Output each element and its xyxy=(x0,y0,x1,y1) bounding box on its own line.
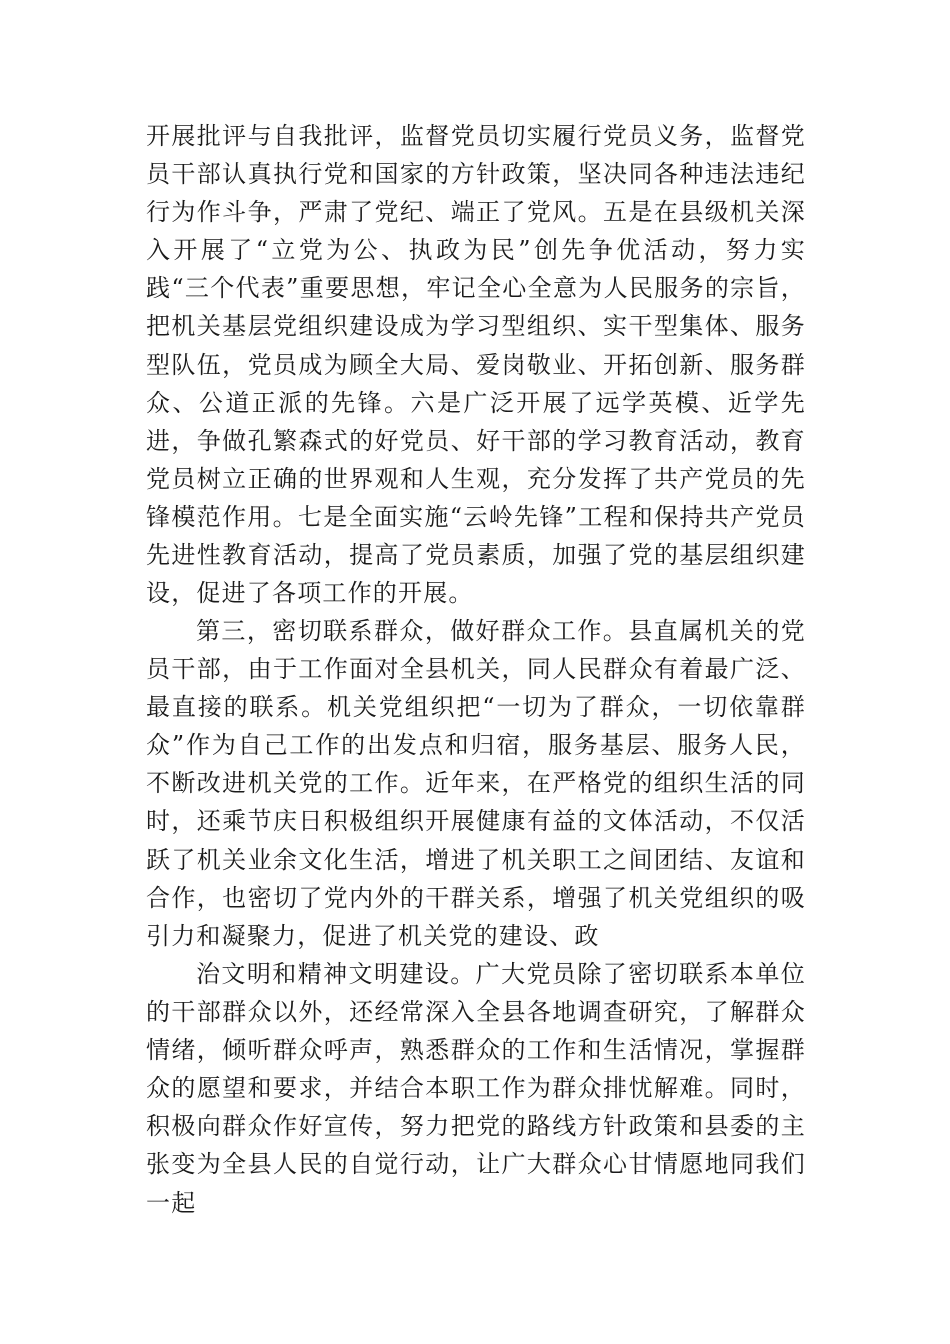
body-paragraph: 第三，密切联系群众，做好群众工作。县直属机关的党员干部，由于工作面对全县机关，同人民群众有着最广泛、最直接的联系。机关党组织把“一切为了群众，一切依靠群众”作为自己工作的出发点和归宿，服务基层、服务人民，不断改进机关党的工作。近年来，在严格党的组织生活的同时，还乘节庆日积极组织开展健康有益的文体活动，不仅活跃了机关业余文化生活，增进了机关职工之间团结、友谊和合作，也密切了党内外的干群关系，增强了机关党组织的吸引力和凝聚力，促进了机关党的建设、政 xyxy=(146,617,806,950)
body-paragraph: 开展批评与自我批评，监督党员切实履行党员义务，监督党员干部认真执行党和国家的方针政策，坚决同各种违法违纪行为作斗争，严肃了党纪、端正了党风。五是在县级机关深入开展了“立党为公、执政为民”创先争优活动，努力实践“三个代表”重要思想，牢记全心全意为人民服务的宗旨，把机关基层党组织建设成为学习型组织、实干型集体、服务型队伍，党员成为顾全大局、爱岗敬业、开拓创新、服务群众、公道正派的先锋。六是广泛开展了远学英模、近学先进，争做孔繁森式的好党员、好干部的学习教育活动，教育党员树立正确的世界观和人生观，充分发挥了共产党员的先锋模范作用。七是全面实施“云岭先锋”工程和保持共产党员先进性教育活动，提高了党员素质，加强了党的基层组织建设，促进了各项工作的开展。 xyxy=(146,122,806,608)
body-paragraph: 治文明和精神文明建设。广大党员除了密切联系本单位的干部群众以外，还经常深入全县各地调查研究，了解群众情绪，倾听群众呼声，熟悉群众的工作和生活情况，掌握群众的愿望和要求，并结合本职工作为群众排忧解难。同时，积极向群众作好宣传，努力把党的路线方针政策和县委的主张变为全县人民的自觉行动，让广大群众心甘情愿地同我们一起 xyxy=(146,960,806,1217)
